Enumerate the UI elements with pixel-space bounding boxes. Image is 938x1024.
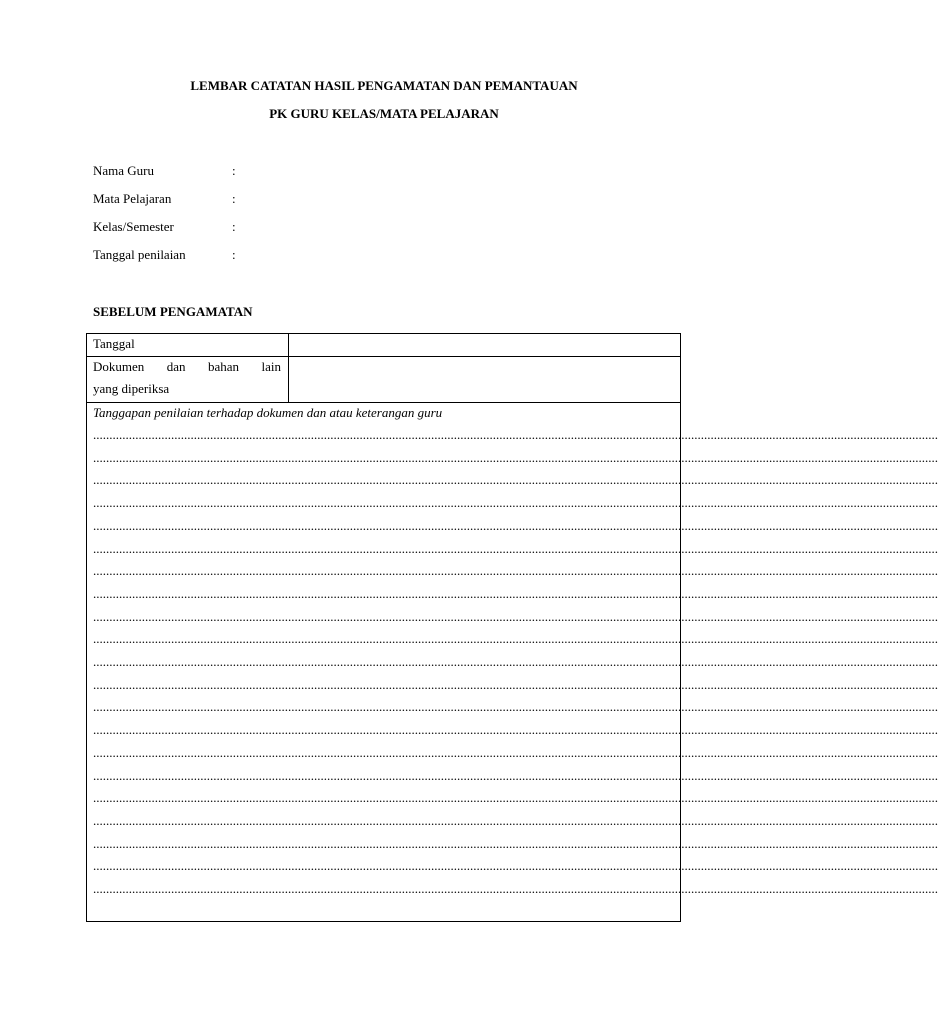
dotted-response-line[interactable]: ....................................................................................................................................................................................................................................................................: [93, 427, 938, 442]
dotted-response-line[interactable]: ....................................................................................................................................................................................................................................................................: [93, 563, 938, 579]
dotted-response-line[interactable]: ....................................................................................................................................................................................................................................................................: [93, 858, 938, 874]
dokumen-value-cell[interactable]: [297, 359, 672, 399]
table-divider: [87, 402, 680, 403]
tanggal-label: Tanggal: [93, 336, 135, 351]
field-label: Tanggal penilaian: [93, 247, 186, 262]
dotted-response-line[interactable]: ....................................................................................................................................................................................................................................................................: [93, 790, 938, 806]
dotted-response-line[interactable]: ....................................................................................................................................................................................................................................................................: [93, 835, 938, 851]
field-label: Nama Guru: [93, 163, 155, 178]
dotted-response-line[interactable]: ....................................................................................................................................................................................................................................................................: [93, 722, 938, 738]
dokumen-label-word: lain: [261, 359, 281, 374]
dokumen-label-word: bahan: [207, 359, 240, 374]
dotted-response-line[interactable]: ....................................................................................................................................................................................................................................................................: [93, 812, 938, 828]
field-separator: :: [232, 219, 236, 234]
tanggal-value-cell[interactable]: [297, 336, 672, 354]
dotted-response-line[interactable]: ....................................................................................................................................................................................................................................................................: [93, 744, 938, 760]
tanggapan-label: Tanggapan penilaian terhadap dokumen dan atau keterangan guru: [93, 405, 443, 420]
document-title: LEMBAR CATATAN HASIL PENGAMATAN DAN PEMANTAUAN: [190, 78, 578, 93]
dotted-response-line[interactable]: ....................................................................................................................................................................................................................................................................: [93, 767, 938, 783]
table-column-divider: [288, 334, 289, 402]
dotted-response-line[interactable]: ....................................................................................................................................................................................................................................................................: [93, 881, 938, 896]
dotted-response-line[interactable]: ....................................................................................................................................................................................................................................................................: [93, 495, 938, 511]
dotted-response-line[interactable]: ....................................................................................................................................................................................................................................................................: [93, 654, 938, 669]
field-separator: :: [232, 191, 236, 206]
dotted-response-line[interactable]: ....................................................................................................................................................................................................................................................................: [93, 472, 938, 488]
dotted-response-line[interactable]: ....................................................................................................................................................................................................................................................................: [93, 676, 938, 692]
field-separator: :: [232, 163, 236, 178]
document-subtitle: PK GURU KELAS/MATA PELAJARAN: [269, 106, 499, 121]
section-heading: SEBELUM PENGAMATAN: [93, 304, 253, 319]
dokumen-label-line1: [93, 359, 281, 375]
observation-table: [86, 333, 938, 922]
dotted-response-line[interactable]: ....................................................................................................................................................................................................................................................................: [93, 699, 938, 715]
dokumen-label-word: Dokumen: [93, 359, 145, 374]
dotted-response-line[interactable]: ....................................................................................................................................................................................................................................................................: [93, 540, 938, 556]
dotted-response-line[interactable]: ....................................................................................................................................................................................................................................................................: [93, 631, 938, 647]
table-divider: [87, 356, 680, 357]
dokumen-label-line2: yang diperiksa: [93, 381, 170, 396]
dotted-response-line[interactable]: ....................................................................................................................................................................................................................................................................: [93, 517, 938, 533]
dotted-response-line[interactable]: ....................................................................................................................................................................................................................................................................: [93, 585, 938, 601]
field-label: Mata Pelajaran: [93, 191, 172, 206]
dotted-response-line[interactable]: ....................................................................................................................................................................................................................................................................: [93, 449, 938, 465]
field-separator: :: [232, 247, 236, 262]
dotted-response-line[interactable]: ....................................................................................................................................................................................................................................................................: [93, 608, 938, 624]
field-label: Kelas/Semester: [93, 219, 174, 234]
dokumen-label-word: dan: [166, 359, 186, 374]
